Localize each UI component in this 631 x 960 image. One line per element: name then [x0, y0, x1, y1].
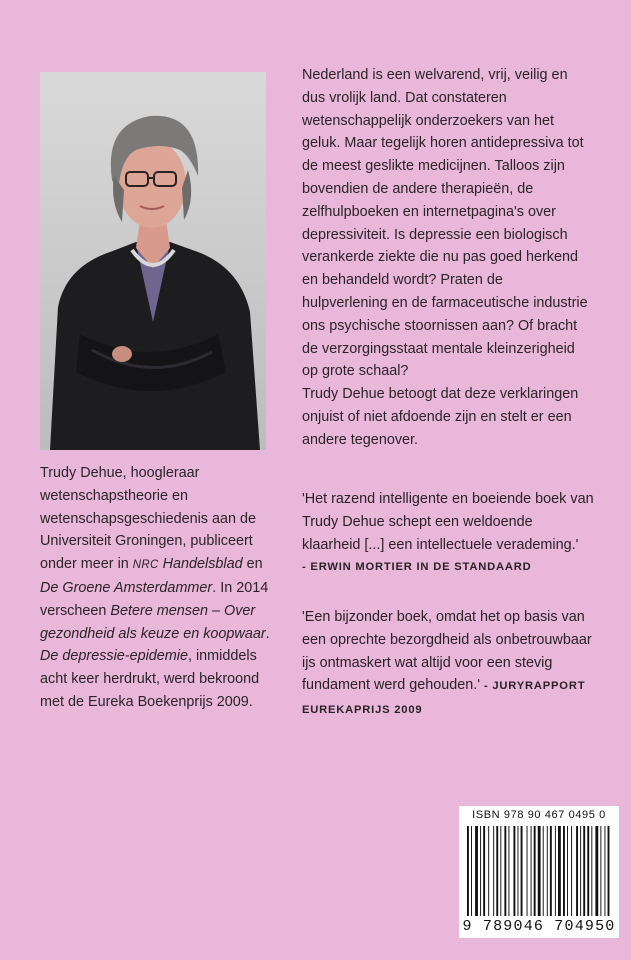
barcode-bars [465, 826, 613, 918]
barcode-bar [543, 826, 544, 916]
author-bio-text: Trudy Dehue, hoogleraar wetenschapstheorie en wetenschapsgeschiedenis aan de Universiteit Groningen, publiceert onder meer in NRC Handelsblad en De Groene Amsterdammer. In 2014 verscheen Betere mensen – Over gezondheid als keuze en koopwaar. De depressie-epidemie, inmiddels acht keer herdrukt, werd bekroond met de Eureka Boekenprijs 2009. [40, 465, 270, 710]
author-portrait-image [40, 72, 266, 450]
barcode-bar [496, 826, 498, 916]
isbn-label: ISBN 978 90 467 0495 0 [472, 809, 606, 821]
barcode-bar [576, 826, 578, 916]
barcode-bar [550, 826, 552, 916]
blurb-paragraph: Nederland is een welvarend, vrij, veilig en dus vrolijk land. Dat constateren wetenschappelijk onderzoekers van het geluk. Maar tegelijk horen antidepressiva tot de meest geslikte medicijnen. Talloos zijn bovendien de andere therapieën, de zelfhulpboeken en internetpagina's over depressiviteit. Is depressie een biologisch verankerde ziekte die nu pas goed herkend en behandeld wordt? Praten de hulpverlening en de farmaceutische industrie ons psychische stoornissen aan? Of bracht de verzorgingsstaat mentale kleinzerigheid op grote schaal? [302, 67, 588, 380]
review-quote [302, 488, 594, 579]
barcode-bar [493, 826, 494, 916]
barcode-bar [571, 826, 572, 916]
barcode-bar [567, 826, 568, 916]
book-blurb [302, 64, 592, 452]
barcode-bar [600, 826, 601, 916]
isbn-barcode [459, 806, 619, 938]
author-bio [40, 462, 272, 714]
barcode-bar [555, 826, 556, 916]
barcode-digits: 9 789046 704950 [462, 918, 616, 935]
review-quote-text: 'Het razend intelligente en boeiende boek van Trudy Dehue schept een weldoende klaarheid [...] een intellectuele verademing.' [302, 491, 594, 553]
barcode-bar [471, 826, 472, 916]
barcode-bar [583, 826, 585, 916]
barcode-bar [534, 826, 536, 916]
barcode-bar [558, 826, 561, 916]
barcode-bar [475, 826, 478, 916]
barcode-bar [513, 826, 515, 916]
barcode-bar [518, 826, 519, 916]
barcode-bar [531, 826, 532, 916]
barcode-bar [563, 826, 565, 916]
barcode-bar [604, 826, 605, 916]
barcode-bar [488, 826, 489, 916]
barcode-bar [587, 826, 589, 916]
author-photo [40, 72, 266, 450]
barcode-bar [508, 826, 509, 916]
barcode-bar [500, 826, 501, 916]
barcode-bar [480, 826, 481, 916]
barcode-bar [538, 826, 541, 916]
review-quote-text: 'Een bijzonder boek, omdat het op basis van een oprechte bezorgdheid als onbetrouwbaar ijs ontmaskert wat altijd voor een stevig fundament werd gehouden.' - JURYRAPPORT EUREKAPRIJS 2009 [302, 609, 592, 717]
blurb-paragraph: Trudy Dehue betoogt dat deze verklaringen onjuist of niet afdoende zijn en stelt er een andere tegenover. [302, 386, 579, 448]
barcode-bar [591, 826, 592, 916]
barcode-bar [595, 826, 598, 916]
review-attribution: - ERWIN MORTIER IN DE STANDAARD [302, 561, 532, 574]
review-quote [302, 606, 594, 722]
barcode-bar [521, 826, 523, 916]
barcode-bar [483, 826, 485, 916]
barcode-bar [527, 826, 528, 916]
barcode-bar [547, 826, 548, 916]
barcode-bar [580, 826, 581, 916]
barcode-bar [608, 826, 610, 916]
barcode-bar [504, 826, 506, 916]
barcode-bar [467, 826, 469, 916]
